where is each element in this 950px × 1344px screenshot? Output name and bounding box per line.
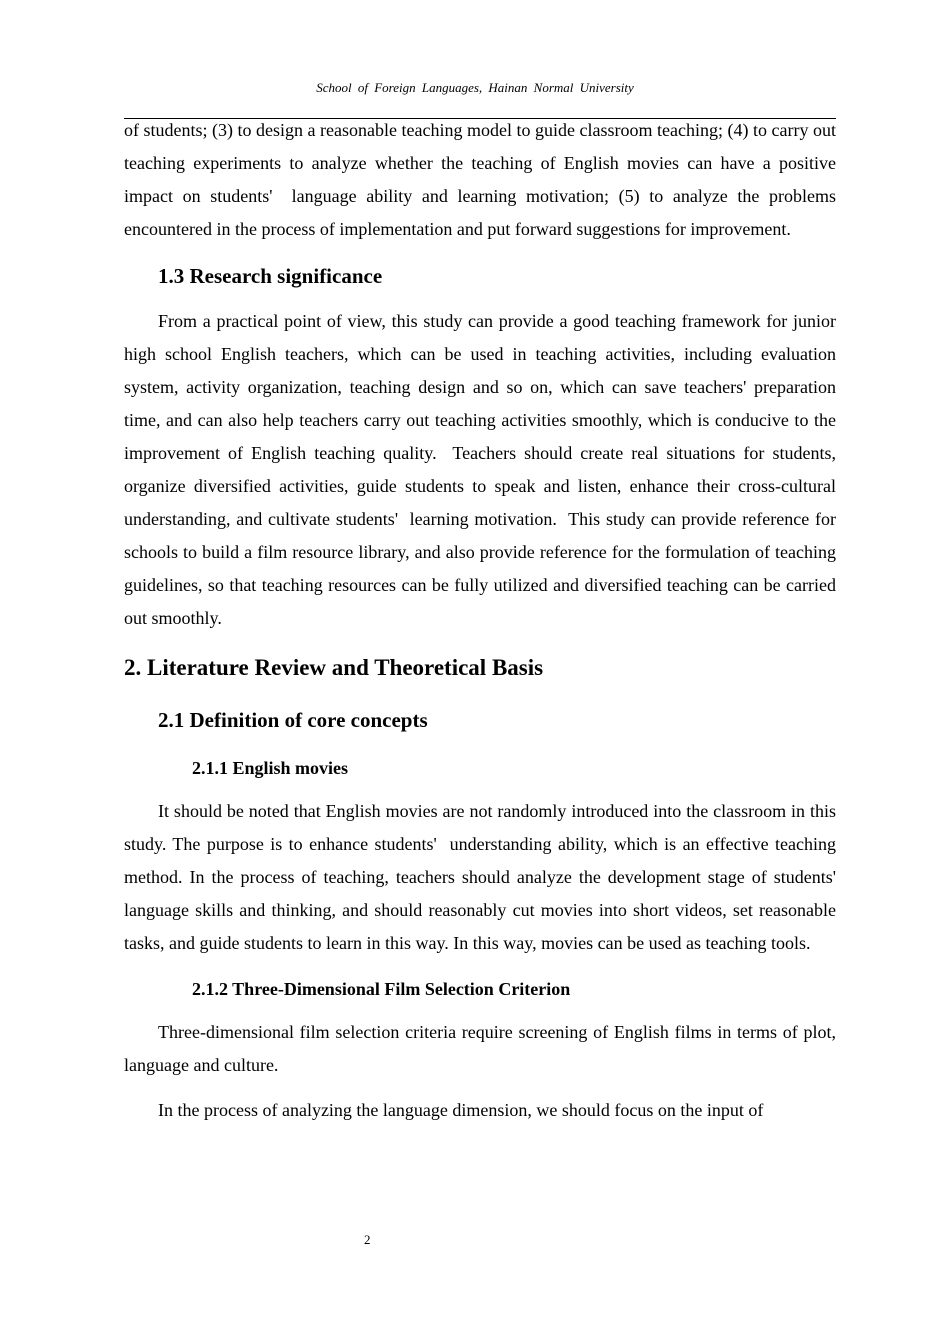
running-header: School of Foreign Languages, Hainan Normal University	[316, 80, 634, 95]
page-number: 2	[364, 1232, 371, 1247]
heading-definition-core-concepts: 2.1 Definition of core concepts	[158, 708, 428, 732]
heading-english-movies: 2.1.1 English movies	[192, 758, 349, 778]
heading-literature-review: 2. Literature Review and Theoretical Basis	[124, 655, 544, 680]
heading-film-selection-criterion: 2.1.2 Three-Dimensional Film Selection Criterion	[192, 979, 571, 999]
heading-research-significance: 1.3 Research significance	[158, 264, 383, 288]
paragraph-english-movies: It should be noted that English movies are not randomly introduced into the classroom in this study. The purpose is to enhance students' understanding ability, which is an effective teaching method. In the process of teaching, teachers should analyze the development stage of students' language skills and thinking, and should reasonably cut movies into short videos, set reasonable tasks, and guide students to learn in this way. In this way, movies can be used as teaching tools.	[124, 801, 845, 953]
paragraph-intro: of students; (3) to design a reasonable teaching model to guide classroom teaching; (4) to carry out teaching experiments to analyze whether the teaching of English movies can have a positive impact on students' language ability and learning motivation; (5) to analyze the problems encountered in the process of implementation and put forward suggestions for improvement.	[124, 120, 841, 239]
paragraph-language-dimension: In the process of analyzing the language dimension, we should focus on the input of	[158, 1100, 764, 1120]
paragraph-significance: From a practical point of view, this study can provide a good teaching framework for junior high school English teachers, which can be used in teaching activities, including evaluation system, activity organization, teaching design and so on, which can save teachers' preparation time, and can also help teachers carry out teaching activities smoothly, which is conducive to the improvement of English teaching quality. Teachers should create real situations for students, organize diversified activities, guide students to speak and listen, enhance their cross-cultural understanding, and cultivate students' learning motivation. This study can provide reference for schools to build a film resource library, and also provide reference for the formulation of teaching guidelines, so that teaching resources can be fully utilized and diversified teaching can be carried out smoothly.	[124, 311, 841, 628]
page-body	[124, 114, 845, 1127]
paragraph-selection-criteria: Three-dimensional film selection criteria require screening of English films in terms of plot, language and culture.	[124, 1022, 841, 1075]
